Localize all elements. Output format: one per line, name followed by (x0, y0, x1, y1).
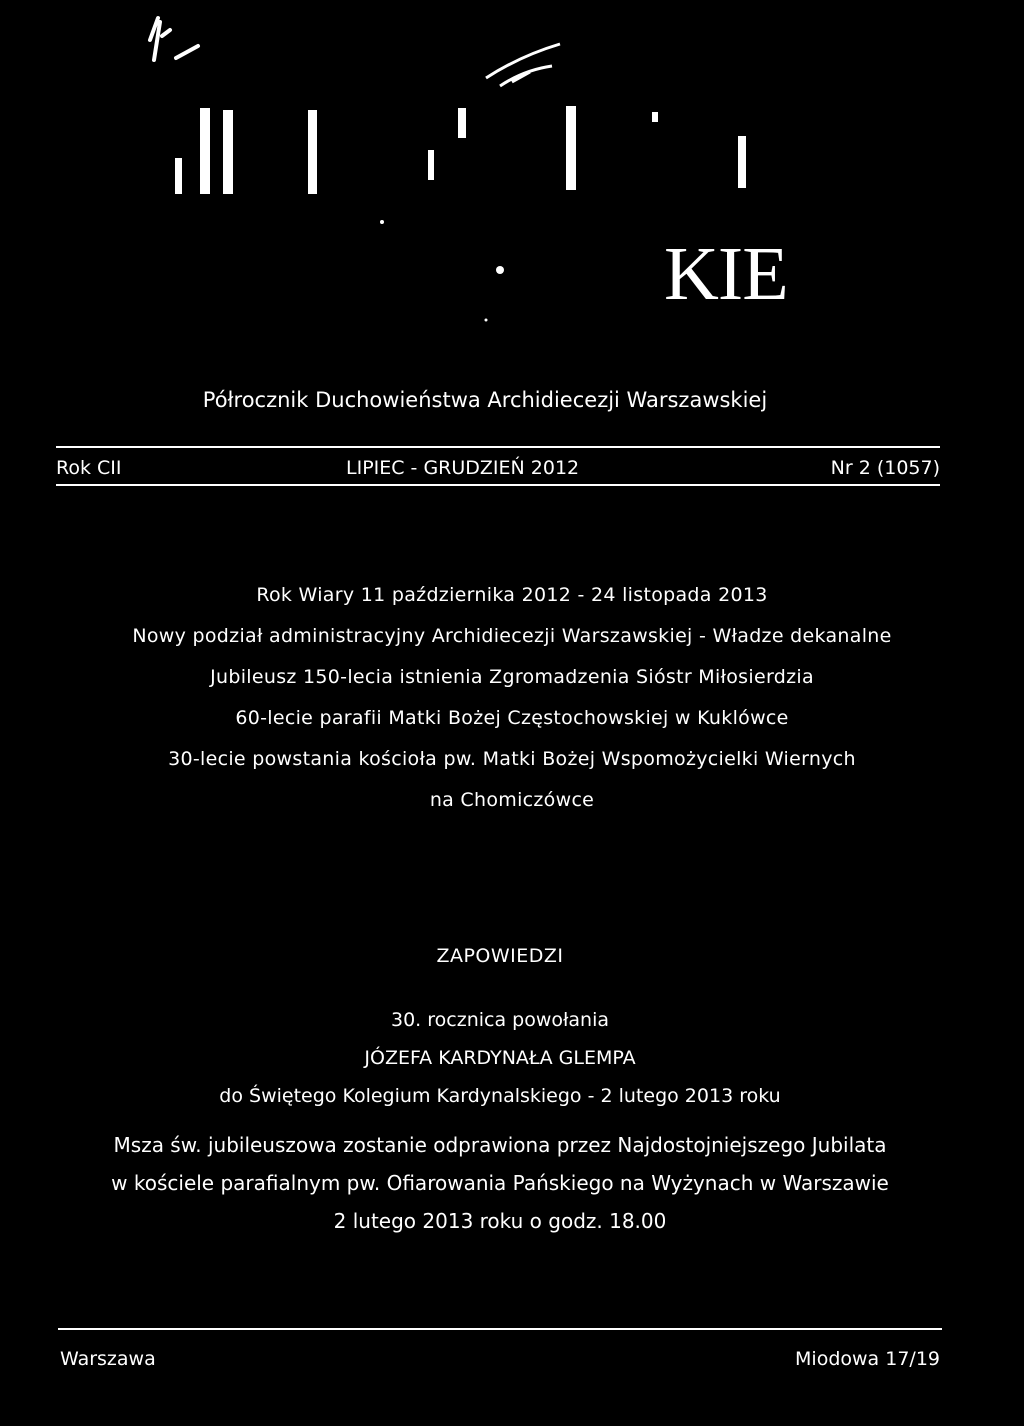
announcement-line: do Świętego Kolegium Kardynalskiego - 2 lutego 2013 roku (219, 1085, 781, 1107)
mass-notice (0, 1126, 1000, 1240)
footer (60, 1344, 940, 1374)
masthead-title-fragment: KIE (664, 232, 788, 316)
issue-info-row (56, 454, 940, 482)
issue-months: LIPIEC - GRUDZIEŃ 2012 (346, 457, 580, 479)
masthead (0, 0, 1024, 340)
footer-rule (58, 1328, 942, 1330)
contents-item: Nowy podział administracyjny Archidiecezji Warszawskiej - Władze dekanalne (132, 625, 892, 647)
issue-year: Rok CII (56, 457, 122, 479)
contents-item: Rok Wiary 11 października 2012 - 24 listopada 2013 (256, 584, 768, 606)
masthead-lettering-fragments (0, 0, 1024, 340)
issue-number: Nr 2 (1057) (830, 457, 940, 479)
announcement-line: JÓZEFA KARDYNAŁA GLEMPA (364, 1047, 636, 1069)
footer-address: Miodowa 17/19 (795, 1348, 940, 1370)
contents-item: 60-lecie parafii Matki Bożej Częstochowskiej w Kuklówce (235, 707, 789, 729)
contents-item: na Chomiczówce (429, 789, 595, 811)
table-of-contents (0, 575, 1024, 821)
announcements-section (0, 936, 1000, 1115)
mass-notice-line: Msza św. jubileuszowa zostanie odprawiona przez Najdostojniejszego Jubilata (113, 1133, 887, 1157)
contents-item: Jubileusz 150-lecia istnienia Zgromadzenia Sióstr Miłosierdzia (210, 666, 814, 688)
publication-subtitle: Półrocznik Duchowieństwa Archidiecezji Warszawskiej (202, 388, 768, 412)
contents-item: 30-lecie powstania kościoła pw. Matki Bożej Wspomożycielki Wiernych (168, 748, 856, 770)
footer-city: Warszawa (60, 1348, 156, 1370)
announcement-line: 30. rocznica powołania (391, 1009, 609, 1031)
mass-notice-line: w kościele parafialnym pw. Ofiarowania Pańskiego na Wyżynach w Warszawie (111, 1171, 889, 1195)
top-rule (56, 446, 940, 448)
issue-rule (56, 484, 940, 486)
announcements-heading: ZAPOWIEDZI (436, 945, 564, 967)
mass-notice-line: 2 lutego 2013 roku o godz. 18.00 (333, 1209, 667, 1233)
